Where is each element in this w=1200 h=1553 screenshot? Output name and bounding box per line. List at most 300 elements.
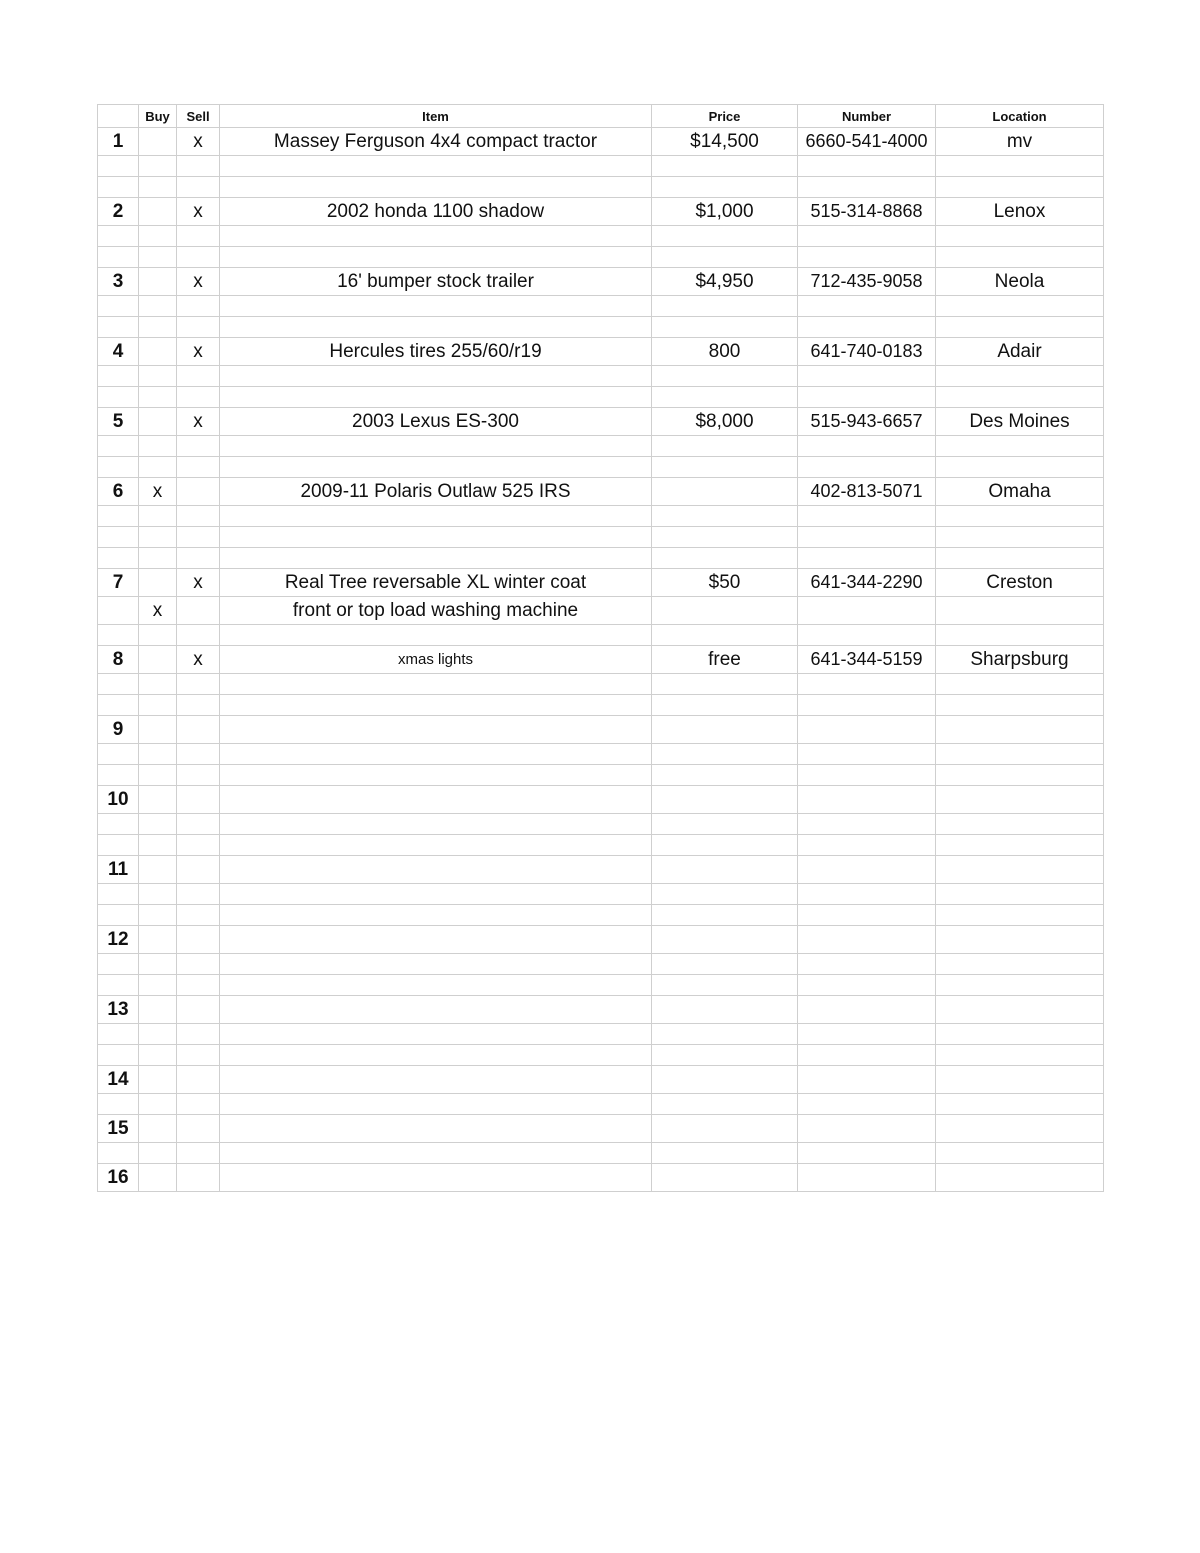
- price-cell: [652, 247, 798, 268]
- item-cell: [220, 954, 652, 975]
- sell-cell: [177, 548, 220, 569]
- item-cell: front or top load washing machine: [220, 597, 652, 625]
- number-cell: [798, 1094, 936, 1115]
- price-cell: [652, 1045, 798, 1066]
- location-cell: [936, 856, 1104, 884]
- buy-cell: [139, 198, 177, 226]
- buy-cell: [139, 1045, 177, 1066]
- item-cell: [220, 625, 652, 646]
- table-body: [98, 128, 1104, 1192]
- item-cell: [220, 905, 652, 926]
- item-cell: [220, 1066, 652, 1094]
- sell-cell: [177, 527, 220, 548]
- number-cell: [798, 765, 936, 786]
- item-cell: [220, 975, 652, 996]
- location-cell: [936, 156, 1104, 177]
- price-cell: [652, 786, 798, 814]
- price-cell: [652, 716, 798, 744]
- row-number: 16: [98, 1164, 139, 1192]
- table-row: [98, 996, 1104, 1024]
- buy-cell: [139, 1066, 177, 1094]
- price-cell: $4,950: [652, 268, 798, 296]
- number-cell: [798, 156, 936, 177]
- buy-cell: [139, 1115, 177, 1143]
- row-number: [98, 674, 139, 695]
- row-number: 10: [98, 786, 139, 814]
- header-num: [98, 105, 139, 128]
- item-cell: [220, 548, 652, 569]
- buy-cell: [139, 625, 177, 646]
- header-buy: Buy: [139, 105, 177, 128]
- header-row: [98, 105, 1104, 128]
- location-cell: [936, 695, 1104, 716]
- buy-cell: [139, 296, 177, 317]
- spacer-row: [98, 387, 1104, 408]
- buy-cell: [139, 695, 177, 716]
- number-cell: [798, 814, 936, 835]
- item-cell: [220, 926, 652, 954]
- item-cell: [220, 527, 652, 548]
- spacer-row: [98, 975, 1104, 996]
- spacer-row: [98, 457, 1104, 478]
- location-cell: [936, 926, 1104, 954]
- sell-cell: [177, 954, 220, 975]
- row-number: 9: [98, 716, 139, 744]
- buy-cell: [139, 408, 177, 436]
- row-number: [98, 597, 139, 625]
- sell-cell: [177, 177, 220, 198]
- number-cell: 641-740-0183: [798, 338, 936, 366]
- number-cell: [798, 296, 936, 317]
- location-cell: [936, 884, 1104, 905]
- spacer-row: [98, 765, 1104, 786]
- spacer-row: [98, 674, 1104, 695]
- price-cell: [652, 457, 798, 478]
- table-row: [98, 338, 1104, 366]
- spacer-row: [98, 156, 1104, 177]
- number-cell: [798, 926, 936, 954]
- price-cell: [652, 436, 798, 457]
- buy-cell: [139, 156, 177, 177]
- sell-cell: [177, 765, 220, 786]
- row-number: [98, 366, 139, 387]
- number-cell: 402-813-5071: [798, 478, 936, 506]
- location-cell: [936, 905, 1104, 926]
- location-cell: [936, 548, 1104, 569]
- spacer-row: [98, 177, 1104, 198]
- price-cell: [652, 506, 798, 527]
- spacer-row: [98, 814, 1104, 835]
- price-cell: [652, 1024, 798, 1045]
- number-cell: [798, 387, 936, 408]
- location-cell: [936, 527, 1104, 548]
- number-cell: [798, 457, 936, 478]
- sell-cell: [177, 856, 220, 884]
- item-cell: [220, 317, 652, 338]
- row-number: [98, 1045, 139, 1066]
- price-cell: [652, 387, 798, 408]
- location-cell: [936, 1143, 1104, 1164]
- row-number: 4: [98, 338, 139, 366]
- price-cell: [652, 548, 798, 569]
- spacer-row: [98, 436, 1104, 457]
- location-cell: [936, 506, 1104, 527]
- location-cell: Adair: [936, 338, 1104, 366]
- spacer-row: [98, 527, 1104, 548]
- item-cell: [220, 457, 652, 478]
- number-cell: [798, 1045, 936, 1066]
- header-sell: Sell: [177, 105, 220, 128]
- row-number: [98, 1094, 139, 1115]
- spacer-row: [98, 317, 1104, 338]
- location-cell: [936, 835, 1104, 856]
- spacer-row: [98, 548, 1104, 569]
- number-cell: [798, 226, 936, 247]
- buy-cell: [139, 996, 177, 1024]
- price-cell: [652, 1115, 798, 1143]
- row-number: [98, 625, 139, 646]
- number-cell: [798, 1115, 936, 1143]
- buy-cell: [139, 226, 177, 247]
- location-cell: [936, 786, 1104, 814]
- row-number: 8: [98, 646, 139, 674]
- item-cell: [220, 296, 652, 317]
- buy-cell: [139, 646, 177, 674]
- sell-cell: [177, 884, 220, 905]
- item-cell: [220, 744, 652, 765]
- table-row: [98, 569, 1104, 597]
- price-cell: [652, 527, 798, 548]
- item-cell: [220, 1143, 652, 1164]
- location-cell: [936, 1094, 1104, 1115]
- item-cell: [220, 156, 652, 177]
- sell-cell: [177, 1115, 220, 1143]
- location-cell: [936, 1024, 1104, 1045]
- location-cell: Neola: [936, 268, 1104, 296]
- row-number: 5: [98, 408, 139, 436]
- sell-cell: [177, 1024, 220, 1045]
- number-cell: 641-344-5159: [798, 646, 936, 674]
- table-row: [98, 597, 1104, 625]
- table-row: [98, 268, 1104, 296]
- spacer-row: [98, 1024, 1104, 1045]
- location-cell: [936, 1115, 1104, 1143]
- spacer-row: [98, 506, 1104, 527]
- sell-cell: [177, 156, 220, 177]
- buy-cell: [139, 548, 177, 569]
- location-cell: [936, 1066, 1104, 1094]
- price-cell: [652, 296, 798, 317]
- buy-cell: [139, 436, 177, 457]
- location-cell: [936, 716, 1104, 744]
- sell-cell: x: [177, 408, 220, 436]
- item-cell: [220, 835, 652, 856]
- row-number: 3: [98, 268, 139, 296]
- sell-cell: [177, 905, 220, 926]
- number-cell: [798, 905, 936, 926]
- price-cell: [652, 597, 798, 625]
- location-cell: [936, 1164, 1104, 1192]
- sell-cell: [177, 625, 220, 646]
- spacer-row: [98, 1094, 1104, 1115]
- buy-cell: [139, 884, 177, 905]
- price-cell: [652, 765, 798, 786]
- number-cell: [798, 506, 936, 527]
- spacer-row: [98, 905, 1104, 926]
- sell-cell: [177, 1164, 220, 1192]
- buy-cell: [139, 814, 177, 835]
- buy-cell: [139, 856, 177, 884]
- number-cell: [798, 786, 936, 814]
- item-cell: 2009-11 Polaris Outlaw 525 IRS: [220, 478, 652, 506]
- spacer-row: [98, 247, 1104, 268]
- row-number: 14: [98, 1066, 139, 1094]
- sell-cell: [177, 226, 220, 247]
- price-cell: [652, 1066, 798, 1094]
- row-number: 13: [98, 996, 139, 1024]
- row-number: 12: [98, 926, 139, 954]
- number-cell: [798, 1024, 936, 1045]
- table-row: [98, 1164, 1104, 1192]
- item-cell: [220, 884, 652, 905]
- spacer-row: [98, 835, 1104, 856]
- row-number: [98, 527, 139, 548]
- buy-cell: [139, 247, 177, 268]
- row-number: [98, 226, 139, 247]
- location-cell: Sharpsburg: [936, 646, 1104, 674]
- sell-cell: [177, 674, 220, 695]
- price-cell: [652, 674, 798, 695]
- row-number: [98, 975, 139, 996]
- table-row: [98, 198, 1104, 226]
- table-row: [98, 646, 1104, 674]
- number-cell: [798, 884, 936, 905]
- price-cell: [652, 856, 798, 884]
- item-cell: Massey Ferguson 4x4 compact tractor: [220, 128, 652, 156]
- row-number: [98, 457, 139, 478]
- row-number: [98, 905, 139, 926]
- number-cell: [798, 996, 936, 1024]
- location-cell: Creston: [936, 569, 1104, 597]
- buy-cell: [139, 765, 177, 786]
- location-cell: [936, 226, 1104, 247]
- spacer-row: [98, 744, 1104, 765]
- price-cell: [652, 1094, 798, 1115]
- location-cell: [936, 317, 1104, 338]
- spacer-row: [98, 884, 1104, 905]
- price-cell: $1,000: [652, 198, 798, 226]
- spacer-row: [98, 954, 1104, 975]
- price-cell: $50: [652, 569, 798, 597]
- row-number: 11: [98, 856, 139, 884]
- table-row: [98, 716, 1104, 744]
- item-cell: [220, 716, 652, 744]
- sell-cell: [177, 317, 220, 338]
- price-cell: [652, 156, 798, 177]
- number-cell: [798, 317, 936, 338]
- item-cell: [220, 1164, 652, 1192]
- sell-cell: [177, 996, 220, 1024]
- number-cell: [798, 674, 936, 695]
- spacer-row: [98, 625, 1104, 646]
- item-cell: [220, 765, 652, 786]
- row-number: [98, 436, 139, 457]
- header-location: Location: [936, 105, 1104, 128]
- price-cell: [652, 317, 798, 338]
- sell-cell: x: [177, 646, 220, 674]
- row-number: [98, 954, 139, 975]
- header-item: Item: [220, 105, 652, 128]
- row-number: 2: [98, 198, 139, 226]
- sell-cell: [177, 786, 220, 814]
- number-cell: [798, 436, 936, 457]
- table-row: [98, 786, 1104, 814]
- buy-cell: [139, 387, 177, 408]
- sell-cell: [177, 478, 220, 506]
- item-cell: Hercules tires 255/60/r19: [220, 338, 652, 366]
- sell-cell: [177, 457, 220, 478]
- location-cell: [936, 177, 1104, 198]
- location-cell: [936, 954, 1104, 975]
- location-cell: [936, 1045, 1104, 1066]
- sell-cell: [177, 387, 220, 408]
- number-cell: 515-943-6657: [798, 408, 936, 436]
- sell-cell: x: [177, 569, 220, 597]
- row-number: [98, 387, 139, 408]
- price-cell: [652, 926, 798, 954]
- number-cell: 641-344-2290: [798, 569, 936, 597]
- buy-cell: [139, 1094, 177, 1115]
- row-number: 6: [98, 478, 139, 506]
- location-cell: Lenox: [936, 198, 1104, 226]
- item-cell: [220, 387, 652, 408]
- item-cell: [220, 1024, 652, 1045]
- buy-cell: [139, 527, 177, 548]
- location-cell: [936, 296, 1104, 317]
- item-cell: [220, 366, 652, 387]
- sell-cell: [177, 744, 220, 765]
- sell-cell: [177, 436, 220, 457]
- item-cell: 16' bumper stock trailer: [220, 268, 652, 296]
- buy-cell: [139, 835, 177, 856]
- sell-cell: [177, 1066, 220, 1094]
- row-number: 7: [98, 569, 139, 597]
- number-cell: [798, 695, 936, 716]
- row-number: [98, 247, 139, 268]
- buy-cell: [139, 926, 177, 954]
- row-number: [98, 884, 139, 905]
- row-number: [98, 695, 139, 716]
- location-cell: [936, 814, 1104, 835]
- item-cell: [220, 814, 652, 835]
- price-cell: [652, 975, 798, 996]
- number-cell: [798, 597, 936, 625]
- sell-cell: [177, 975, 220, 996]
- buy-cell: [139, 716, 177, 744]
- item-cell: Real Tree reversable XL winter coat: [220, 569, 652, 597]
- number-cell: [798, 744, 936, 765]
- item-cell: 2003 Lexus ES-300: [220, 408, 652, 436]
- location-cell: [936, 366, 1104, 387]
- buy-cell: x: [139, 597, 177, 625]
- number-cell: [798, 716, 936, 744]
- spacer-row: [98, 296, 1104, 317]
- row-number: [98, 506, 139, 527]
- sell-cell: [177, 1094, 220, 1115]
- table-row: [98, 408, 1104, 436]
- buy-cell: [139, 457, 177, 478]
- item-cell: [220, 996, 652, 1024]
- location-cell: Omaha: [936, 478, 1104, 506]
- number-cell: [798, 247, 936, 268]
- sell-cell: [177, 597, 220, 625]
- location-cell: mv: [936, 128, 1104, 156]
- buy-cell: [139, 905, 177, 926]
- header-price: Price: [652, 105, 798, 128]
- table-row: [98, 856, 1104, 884]
- sell-cell: [177, 1045, 220, 1066]
- price-cell: [652, 744, 798, 765]
- price-cell: [652, 996, 798, 1024]
- table-row: [98, 1115, 1104, 1143]
- item-cell: [220, 177, 652, 198]
- number-cell: [798, 527, 936, 548]
- number-cell: [798, 1143, 936, 1164]
- number-cell: 515-314-8868: [798, 198, 936, 226]
- price-cell: $8,000: [652, 408, 798, 436]
- price-cell: [652, 905, 798, 926]
- row-number: [98, 317, 139, 338]
- price-cell: [652, 625, 798, 646]
- buy-cell: [139, 569, 177, 597]
- location-cell: [936, 765, 1104, 786]
- buy-cell: [139, 786, 177, 814]
- row-number: [98, 765, 139, 786]
- price-cell: $14,500: [652, 128, 798, 156]
- item-cell: xmas lights: [220, 646, 652, 674]
- location-cell: [936, 597, 1104, 625]
- price-cell: [652, 884, 798, 905]
- buy-cell: [139, 954, 177, 975]
- number-cell: [798, 366, 936, 387]
- location-cell: [936, 975, 1104, 996]
- buy-cell: [139, 1164, 177, 1192]
- location-cell: [936, 744, 1104, 765]
- table-row: [98, 478, 1104, 506]
- location-cell: [936, 996, 1104, 1024]
- price-cell: 800: [652, 338, 798, 366]
- spacer-row: [98, 226, 1104, 247]
- item-cell: [220, 506, 652, 527]
- price-cell: free: [652, 646, 798, 674]
- classifieds-table: [97, 104, 1104, 1192]
- row-number: 1: [98, 128, 139, 156]
- item-cell: [220, 674, 652, 695]
- sell-cell: [177, 835, 220, 856]
- item-cell: [220, 1094, 652, 1115]
- location-cell: [936, 674, 1104, 695]
- buy-cell: [139, 338, 177, 366]
- item-cell: [220, 1115, 652, 1143]
- buy-cell: [139, 268, 177, 296]
- row-number: [98, 296, 139, 317]
- location-cell: [936, 387, 1104, 408]
- item-cell: [220, 856, 652, 884]
- price-cell: [652, 177, 798, 198]
- sell-cell: [177, 506, 220, 527]
- price-cell: [652, 1143, 798, 1164]
- row-number: 15: [98, 1115, 139, 1143]
